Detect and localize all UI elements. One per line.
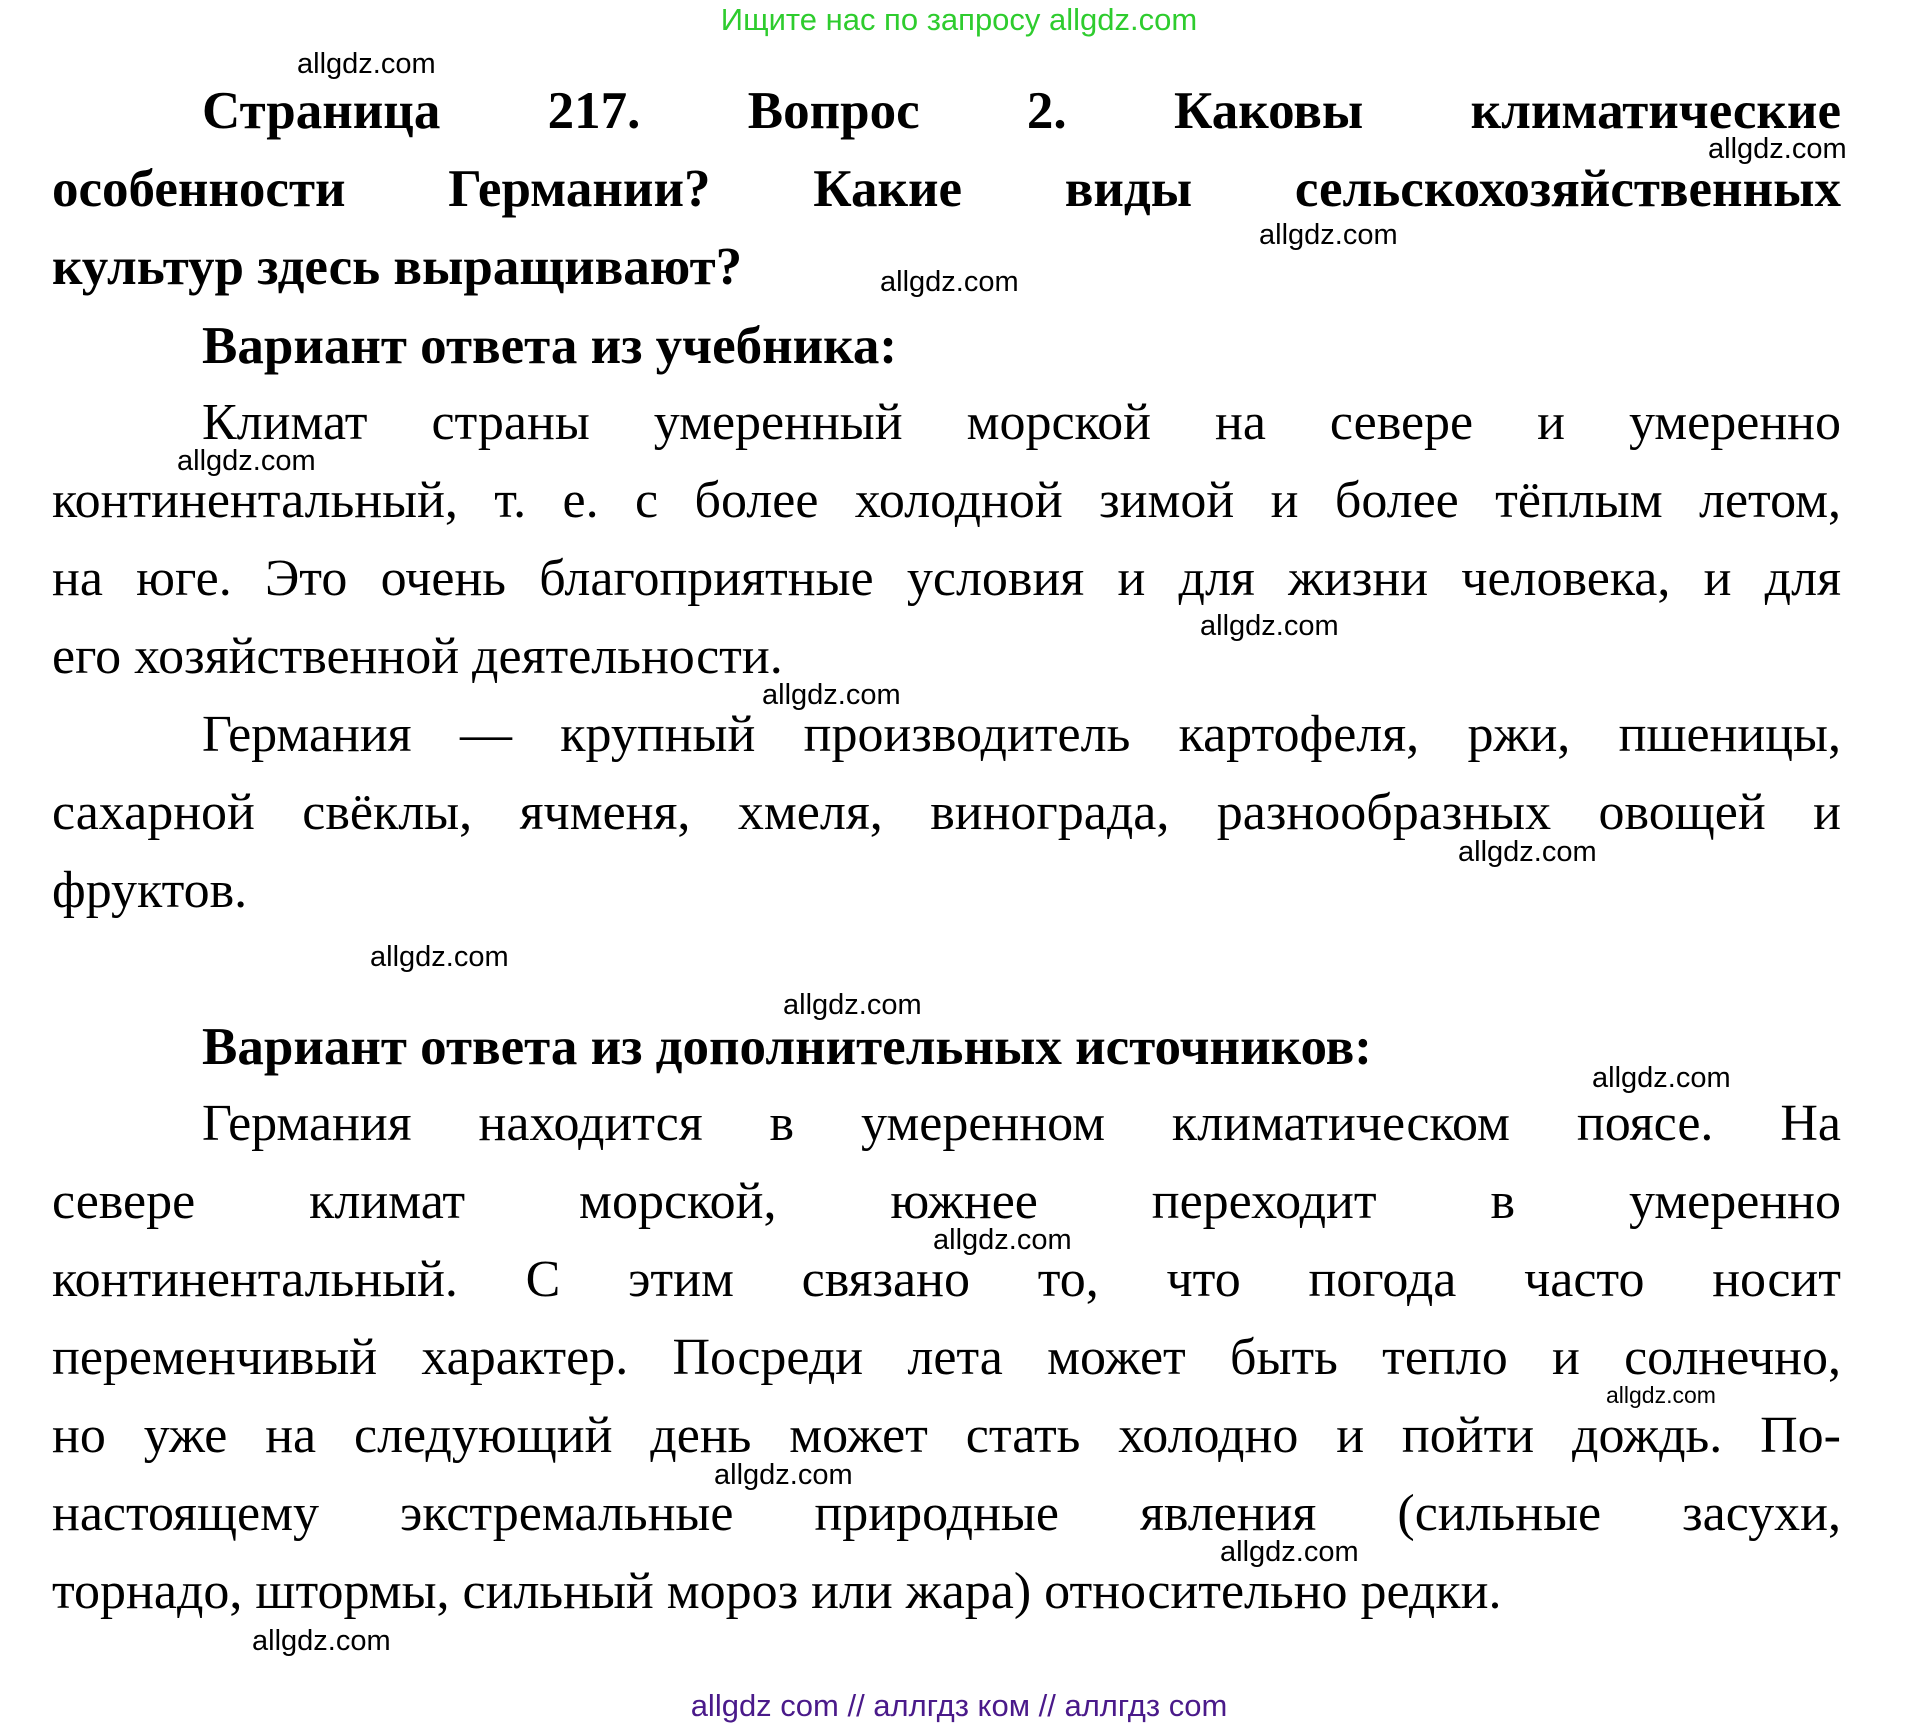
text-line: но уже на следующий день может стать холодно и пойти дождь. По-	[52, 1407, 1841, 1464]
text-line: континентальный. С этим связано то, что погода часто носит	[52, 1251, 1841, 1308]
text-line: севере климат морской, южнее переходит в умеренно	[52, 1173, 1841, 1230]
watermark: allgdz.com	[1458, 836, 1597, 868]
watermark: allgdz.com	[370, 941, 509, 973]
site-footer-banner: allgdz com // аллгдз ком // аллгдз com	[690, 1688, 1228, 1723]
title-line: культур здесь выращивают?	[52, 238, 743, 296]
answer-paragraph-1	[52, 384, 1841, 696]
watermark: allgdz.com	[177, 445, 316, 477]
watermark: allgdz.com	[1259, 219, 1398, 251]
text-line: торнадо, штормы, сильный мороз или жара) относительно редки.	[52, 1563, 1502, 1620]
title-line: особенности Германии? Какие виды сельскохозяйственных	[52, 160, 1841, 218]
watermark: allgdz.com	[933, 1224, 1072, 1256]
watermark: allgdz.com	[783, 989, 922, 1021]
answer-paragraph-2	[52, 696, 1841, 930]
watermark: allgdz.com	[1708, 133, 1847, 165]
text-line: на юге. Это очень благоприятные условия и для жизни человека, и для	[52, 550, 1841, 607]
text-line: его хозяйственной деятельности.	[52, 628, 783, 685]
title-line: Страница 217. Вопрос 2. Каковы климатические	[202, 82, 1841, 140]
watermark: allgdz.com	[252, 1625, 391, 1657]
watermark: allgdz.com	[297, 48, 436, 80]
watermark: allgdz.com	[880, 266, 1019, 298]
answer-paragraph-3	[52, 1085, 1841, 1631]
text-line: континентальный, т. е. с более холодной зимой и более тёплым летом,	[52, 472, 1841, 529]
textbook-answer-heading	[52, 307, 1841, 385]
additional-answer-heading	[52, 1008, 1841, 1086]
text-line: Климат страны умеренный морской на севере и умеренно	[202, 394, 1841, 451]
watermark: allgdz.com	[1220, 1536, 1359, 1568]
text-line: переменчивый характер. Посреди лета может быть тепло и солнечно,	[52, 1329, 1841, 1386]
text-line: сахарной свёклы, ячменя, хмеля, винограда, разнообразных овощей и	[52, 784, 1841, 841]
watermark: allgdz.com	[1592, 1062, 1731, 1094]
heading-text: Вариант ответа из учебника:	[202, 317, 898, 375]
text-line: Германия находится в умеренном климатическом поясе. На	[202, 1095, 1841, 1152]
watermark: allgdz.com	[714, 1459, 853, 1491]
search-banner: Ищите нас по запросу allgdz.com	[720, 2, 1198, 37]
text-line: Германия — крупный производитель картофеля, ржи, пшеницы,	[202, 706, 1841, 763]
text-line: фруктов.	[52, 862, 248, 919]
text-line: настоящему экстремальные природные явления (сильные засухи,	[52, 1485, 1841, 1542]
watermark: allgdz.com	[1606, 1382, 1716, 1408]
heading-text: Вариант ответа из дополнительных источников:	[202, 1018, 1372, 1076]
watermark: allgdz.com	[1200, 610, 1339, 642]
watermark: allgdz.com	[762, 679, 901, 711]
